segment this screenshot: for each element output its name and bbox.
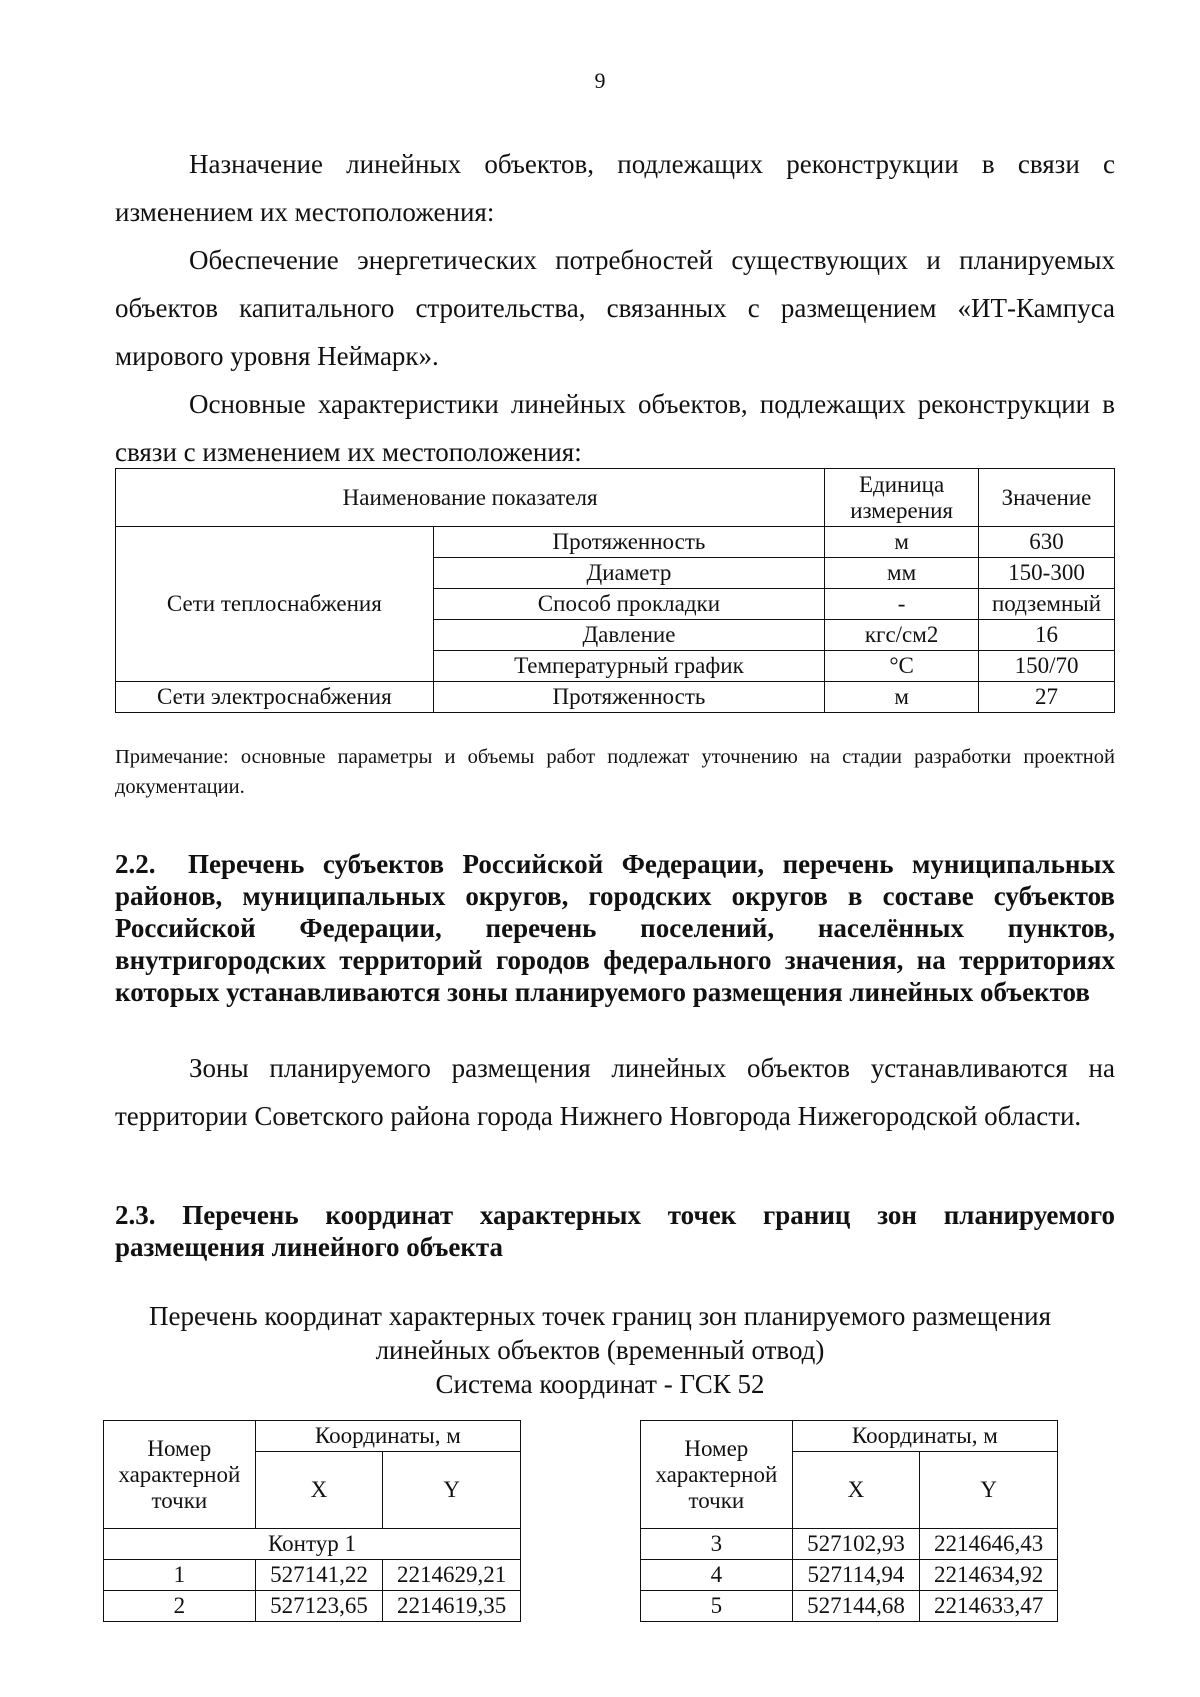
- caption-line: Система координат - ГСК 52: [435, 1369, 765, 1399]
- point-number: 1: [104, 1560, 256, 1591]
- header-x: X: [792, 1452, 920, 1529]
- coords-caption: [100, 1299, 1100, 1401]
- value-cell: 16: [979, 620, 1115, 651]
- header-point: Номер характерной точки: [104, 1421, 256, 1529]
- table-row: [116, 682, 1115, 713]
- group-heat-supply: Сети теплоснабжения: [116, 527, 434, 682]
- unit-cell: °С: [825, 651, 979, 682]
- section-2-3-heading: [115, 1199, 1115, 1263]
- coords-table-right: [640, 1420, 1058, 1622]
- caption-line: линейных объектов (временный отвод): [375, 1335, 825, 1365]
- section-title: Перечень субъектов Российской Федерации, перечень муниципальных районов, муниципальных округов, городских округов в составе субъектов Российской Федерации, перечень поселений, населённых пунктов, внутригородских территорий городов федерального значения, на территориях которых устанавливаются зоны планируемого размещения линейных объектов: [115, 849, 1115, 1007]
- contour-label: Контур 1: [104, 1529, 521, 1560]
- param-cell: Давление: [433, 620, 824, 651]
- param-cell: Протяженность: [433, 527, 824, 558]
- point-number: 4: [641, 1560, 793, 1591]
- section-title: Перечень координат характерных точек границ зон планируемого размещения линейного объекта: [115, 1200, 1115, 1262]
- coord-x: 527114,94: [792, 1560, 920, 1591]
- header-x: X: [255, 1452, 383, 1529]
- table-row: [641, 1529, 1058, 1560]
- header-name: Наименование показателя: [116, 469, 825, 527]
- table-row: [641, 1591, 1058, 1622]
- characteristics-table: [115, 468, 1115, 713]
- point-number: 2: [104, 1591, 256, 1622]
- unit-cell: м: [825, 527, 979, 558]
- table-row: [104, 1591, 521, 1622]
- header-coords: Координаты, м: [792, 1421, 1057, 1452]
- point-number: 5: [641, 1591, 793, 1622]
- coord-y: 2214633,47: [920, 1591, 1058, 1622]
- value-cell: 630: [979, 527, 1115, 558]
- paragraph-purpose: Назначение линейных объектов, подлежащих реконструкции в связи с изменением их местоположения:: [115, 149, 1115, 227]
- unit-cell: кгс/см2: [825, 620, 979, 651]
- coord-y: 2214634,92: [920, 1560, 1058, 1591]
- value-cell: 150/70: [979, 651, 1115, 682]
- section-number: 2.2.: [115, 849, 156, 879]
- header-coords: Координаты, м: [255, 1421, 520, 1452]
- coords-table-left: [103, 1420, 521, 1622]
- header-unit: Единица измерения: [825, 469, 979, 527]
- param-cell: Способ прокладки: [433, 589, 824, 620]
- point-number: 3: [641, 1529, 793, 1560]
- table-row: [104, 1560, 521, 1591]
- unit-cell: мм: [825, 558, 979, 589]
- paragraph-characteristics: Основные характеристики линейных объектов, подлежащих реконструкции в связи с изменением их местоположения:: [115, 389, 1115, 467]
- table-note: Примечание: основные параметры и объемы работ подлежат уточнению на стадии разработки проектной документации.: [115, 746, 1115, 798]
- coord-x: 527102,93: [792, 1529, 920, 1560]
- coord-x: 527141,22: [255, 1560, 383, 1591]
- value-cell: 27: [979, 682, 1115, 713]
- param-cell: Протяженность: [433, 682, 824, 713]
- header-y: Y: [920, 1452, 1058, 1529]
- page-number: 9: [594, 68, 606, 93]
- section-2-2-heading: [115, 848, 1115, 1008]
- coord-x: 527123,65: [255, 1591, 383, 1622]
- paragraph-energy-supply: Обеспечение энергетических потребностей существующих и планируемых объектов капитального строительства, связанных с размещением «ИТ-Кампуса мирового уровня Неймарк».: [115, 245, 1115, 371]
- caption-line: Перечень координат характерных точек границ зон планируемого размещения: [148, 1301, 1051, 1331]
- coord-x: 527144,68: [792, 1591, 920, 1622]
- table-row: [641, 1560, 1058, 1591]
- paragraph-zones: Зоны планируемого размещения линейных объектов устанавливаются на территории Советского района города Нижнего Новгорода Нижегородской области.: [115, 1053, 1115, 1131]
- section-number: 2.3.: [115, 1200, 156, 1230]
- table-row: [116, 527, 1115, 558]
- coord-y: 2214629,21: [383, 1560, 521, 1591]
- unit-cell: м: [825, 682, 979, 713]
- header-point: Номер характерной точки: [641, 1421, 793, 1529]
- value-cell: 150-300: [979, 558, 1115, 589]
- value-cell: подземный: [979, 589, 1115, 620]
- param-cell: Диаметр: [433, 558, 824, 589]
- header-value: Значение: [979, 469, 1115, 527]
- unit-cell: -: [825, 589, 979, 620]
- coord-y: 2214619,35: [383, 1591, 521, 1622]
- header-y: Y: [383, 1452, 521, 1529]
- group-power-supply: Сети электроснабжения: [116, 682, 434, 713]
- param-cell: Температурный график: [433, 651, 824, 682]
- coord-y: 2214646,43: [920, 1529, 1058, 1560]
